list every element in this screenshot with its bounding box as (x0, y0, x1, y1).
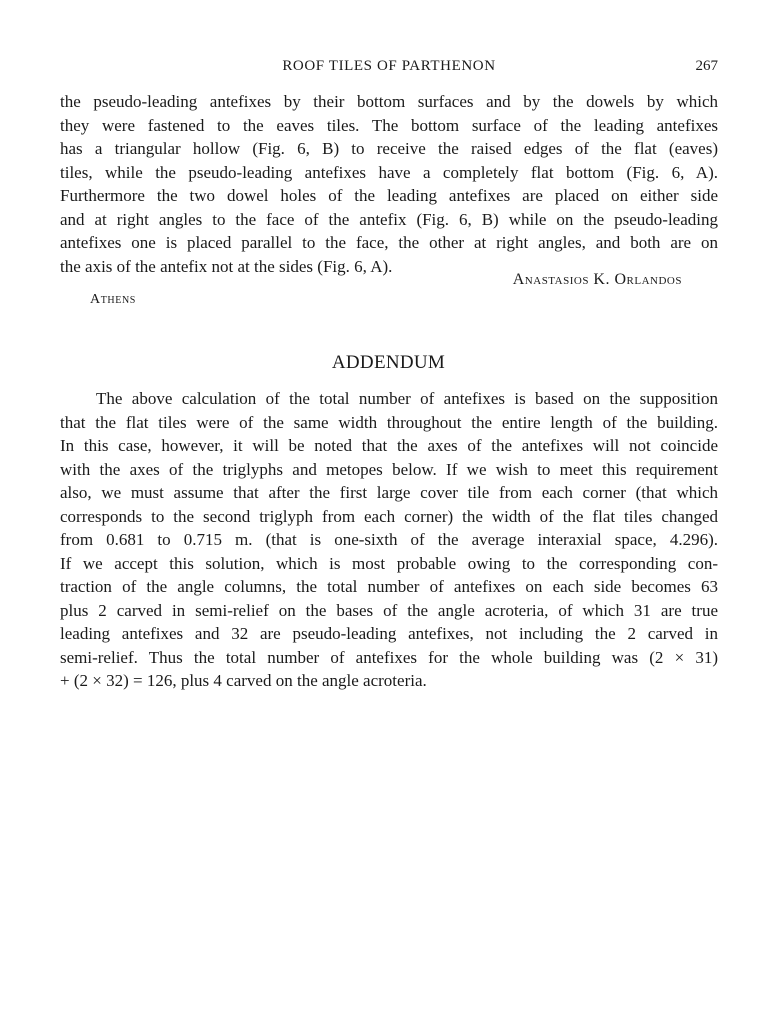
text-line: also, we must assume that after the first large cover tile from each corner (that which (60, 483, 718, 502)
author-location: Athens (90, 292, 136, 307)
text-line: leading antefixes and 32 are pseudo-leading antefixes, not including the 2 carved in (60, 624, 718, 643)
text-line: In this case, however, it will be noted that the axes of the antefixes will not coincide (60, 436, 718, 455)
text-line: traction of the angle columns, the total number of antefixes on each side becomes 63 (60, 577, 718, 596)
running-header (60, 55, 718, 77)
author-signature: Anastasios K. Orlandos (512, 271, 682, 288)
text-line: semi-relief. Thus the total number of antefixes for the whole building was (2 × 31) (60, 647, 718, 667)
text-line: the axis of the antefix not at the sides (Fig. 6, A). (60, 256, 393, 276)
text-line: and at right angles to the face of the antefix (Fig. 6, B) while on the pseudo-leading (60, 209, 718, 229)
text-line: corresponds to the second triglyph from each corner) the width of the flat tiles changed (60, 506, 718, 526)
text-line: plus 2 carved in semi-relief on the bases of the angle acroteria, of which 31 are true (60, 600, 718, 620)
text-line: the pseudo-leading antefixes by their bottom surfaces and by the dowels by which (60, 92, 718, 111)
body-paragraph (60, 90, 718, 278)
text-line: that the flat tiles were of the same width throughout the entire length of the building. (60, 412, 718, 432)
addendum-paragraph (60, 387, 718, 693)
section-heading: ADDENDUM (331, 352, 446, 373)
page-number: 267 (695, 58, 718, 74)
running-title: ROOF TILES OF PARTHENON (282, 58, 496, 74)
text-line: Furthermore the two dowel holes of the leading antefixes are placed on either side (60, 186, 718, 205)
text-line: antefixes one is placed parallel to the face, the other at right angles, and both are on (60, 233, 718, 252)
text-line: tiles, while the pseudo-leading antefixes have a completely flat bottom (Fig. 6, A). (60, 162, 718, 182)
text-line: they were fastened to the eaves tiles. The bottom surface of the leading antefixes (60, 115, 718, 135)
text-line: from 0.681 to 0.715 m. (that is one-sixth of the average interaxial space, 4.296). (60, 530, 718, 549)
text-line: has a triangular hollow (Fig. 6, B) to receive the raised edges of the flat (eaves) (60, 139, 718, 158)
text-line: with the axes of the triglyphs and metopes below. If we wish to meet this requirement (60, 459, 718, 479)
text-line: + (2 × 32) = 126, plus 4 carved on the angle acroteria. (60, 671, 427, 690)
text-line: The above calculation of the total number of antefixes is based on the supposition (96, 389, 718, 408)
text-line: If we accept this solution, which is most probable owing to the corresponding con- (60, 553, 718, 573)
